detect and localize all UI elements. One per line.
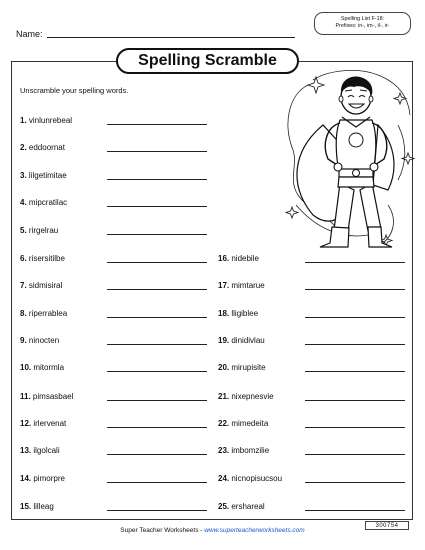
- scrambled-word: lilleag: [33, 502, 54, 511]
- footer-url-link[interactable]: www.superteacherworksheets.com: [204, 527, 305, 534]
- word-number: 6.: [20, 254, 27, 263]
- answer-line[interactable]: [305, 510, 405, 511]
- word-number: 24.: [218, 474, 230, 483]
- answer-line[interactable]: [107, 371, 207, 372]
- scrambled-word: risersitilbe: [28, 254, 65, 263]
- answer-line[interactable]: [305, 317, 405, 318]
- word-item: [218, 281, 265, 290]
- answer-line[interactable]: [305, 482, 405, 483]
- word-number: 4.: [20, 198, 27, 207]
- answer-line[interactable]: [305, 400, 405, 401]
- answer-line[interactable]: [305, 427, 405, 428]
- scrambled-word: mirupisite: [231, 363, 266, 372]
- worksheet-title: Spelling Scramble: [116, 48, 299, 74]
- footer: [0, 527, 425, 534]
- scrambled-word: irlervenat: [33, 419, 67, 428]
- word-item: [218, 419, 268, 428]
- word-item: [20, 446, 60, 455]
- answer-line[interactable]: [107, 206, 207, 207]
- word-number: 23.: [218, 446, 230, 455]
- word-number: 20.: [218, 363, 230, 372]
- scrambled-word: pimorpre: [33, 474, 65, 483]
- word-number: 3.: [20, 171, 27, 180]
- name-label: Name:: [16, 29, 43, 39]
- worksheet-code: 300754: [365, 521, 409, 530]
- instructions: Unscramble your spelling words.: [20, 86, 129, 95]
- list-info-box: [314, 12, 411, 35]
- answer-line[interactable]: [107, 317, 207, 318]
- word-number: 21.: [218, 392, 230, 401]
- word-item: [20, 116, 72, 125]
- word-number: 12.: [20, 419, 32, 428]
- word-item: [218, 392, 274, 401]
- scrambled-word: lligiblee: [231, 309, 259, 318]
- word-item: [20, 392, 73, 401]
- answer-line[interactable]: [107, 151, 207, 152]
- word-number: 13.: [20, 446, 32, 455]
- list-info-line2: Prefixes: in-, im-, il-, ir-: [335, 23, 390, 29]
- word-number: 5.: [20, 226, 27, 235]
- answer-line[interactable]: [107, 344, 207, 345]
- scrambled-word: ninocten: [28, 336, 60, 345]
- word-item: [218, 502, 265, 511]
- answer-line[interactable]: [107, 510, 207, 511]
- scrambled-word: ilgolcali: [33, 446, 60, 455]
- word-number: 18.: [218, 309, 230, 318]
- scrambled-word: dinidivlau: [231, 336, 265, 345]
- list-info-line1: Spelling List F-18:: [340, 16, 385, 22]
- word-item: [20, 281, 62, 290]
- answer-line[interactable]: [107, 124, 207, 125]
- scrambled-word: nicnopisucsou: [231, 474, 283, 483]
- word-number: 8.: [20, 309, 27, 318]
- word-item: [20, 226, 58, 235]
- word-item: [20, 171, 67, 180]
- scrambled-word: rirgelrau: [28, 226, 59, 235]
- word-item: [218, 474, 282, 483]
- scrambled-word: riperrablea: [28, 309, 68, 318]
- scrambled-word: lilgetimitae: [28, 171, 67, 180]
- word-number: 22.: [218, 419, 230, 428]
- word-item: [218, 254, 259, 263]
- scrambled-word: ershareal: [231, 502, 265, 511]
- word-item: [20, 198, 67, 207]
- word-item: [20, 336, 59, 345]
- scrambled-word: mimtarue: [231, 281, 265, 290]
- word-item: [218, 309, 258, 318]
- word-number: 25.: [218, 502, 230, 511]
- word-item: [20, 254, 65, 263]
- word-number: 9.: [20, 336, 27, 345]
- answer-line[interactable]: [107, 289, 207, 290]
- answer-line[interactable]: [305, 454, 405, 455]
- word-number: 16.: [218, 254, 230, 263]
- word-number: 15.: [20, 502, 32, 511]
- word-number: 1.: [20, 116, 27, 125]
- answer-line[interactable]: [107, 262, 207, 263]
- scrambled-word: eddoornat: [28, 143, 65, 152]
- name-line[interactable]: [47, 37, 295, 38]
- word-item: [218, 446, 269, 455]
- word-item: [20, 474, 65, 483]
- footer-brand: Super Teacher Worksheets: [120, 527, 199, 534]
- word-item: [20, 143, 65, 152]
- scrambled-word: nixepnesvie: [231, 392, 274, 401]
- answer-line[interactable]: [107, 234, 207, 235]
- word-number: 2.: [20, 143, 27, 152]
- answer-line[interactable]: [305, 344, 405, 345]
- scrambled-word: sidmisiral: [28, 281, 63, 290]
- superhero-illustration: [268, 55, 418, 257]
- word-item: [218, 363, 266, 372]
- scrambled-word: nidebile: [231, 254, 259, 263]
- answer-line[interactable]: [305, 371, 405, 372]
- word-item: [20, 363, 64, 372]
- word-item: [20, 419, 66, 428]
- word-number: 19.: [218, 336, 230, 345]
- word-item: [20, 502, 54, 511]
- answer-line[interactable]: [305, 289, 405, 290]
- word-number: 7.: [20, 281, 27, 290]
- answer-line[interactable]: [107, 427, 207, 428]
- scrambled-word: mipcratilac: [28, 198, 68, 207]
- scrambled-word: vinlunrebeal: [28, 116, 73, 125]
- scrambled-word: imbomzilie: [231, 446, 270, 455]
- scrambled-word: pimsasbael: [32, 392, 74, 401]
- scrambled-word: mimedeita: [231, 419, 269, 428]
- word-item: [20, 309, 67, 318]
- word-number: 11.: [20, 392, 31, 401]
- answer-line[interactable]: [107, 482, 207, 483]
- word-number: 10.: [20, 363, 32, 372]
- answer-line[interactable]: [305, 262, 405, 263]
- word-item: [218, 336, 265, 345]
- answer-line[interactable]: [107, 179, 207, 180]
- footer-separator: -: [198, 527, 205, 534]
- word-number: 17.: [218, 281, 230, 290]
- scrambled-word: mitormla: [33, 363, 65, 372]
- answer-line[interactable]: [107, 454, 207, 455]
- answer-line[interactable]: [107, 400, 207, 401]
- word-number: 14.: [20, 474, 32, 483]
